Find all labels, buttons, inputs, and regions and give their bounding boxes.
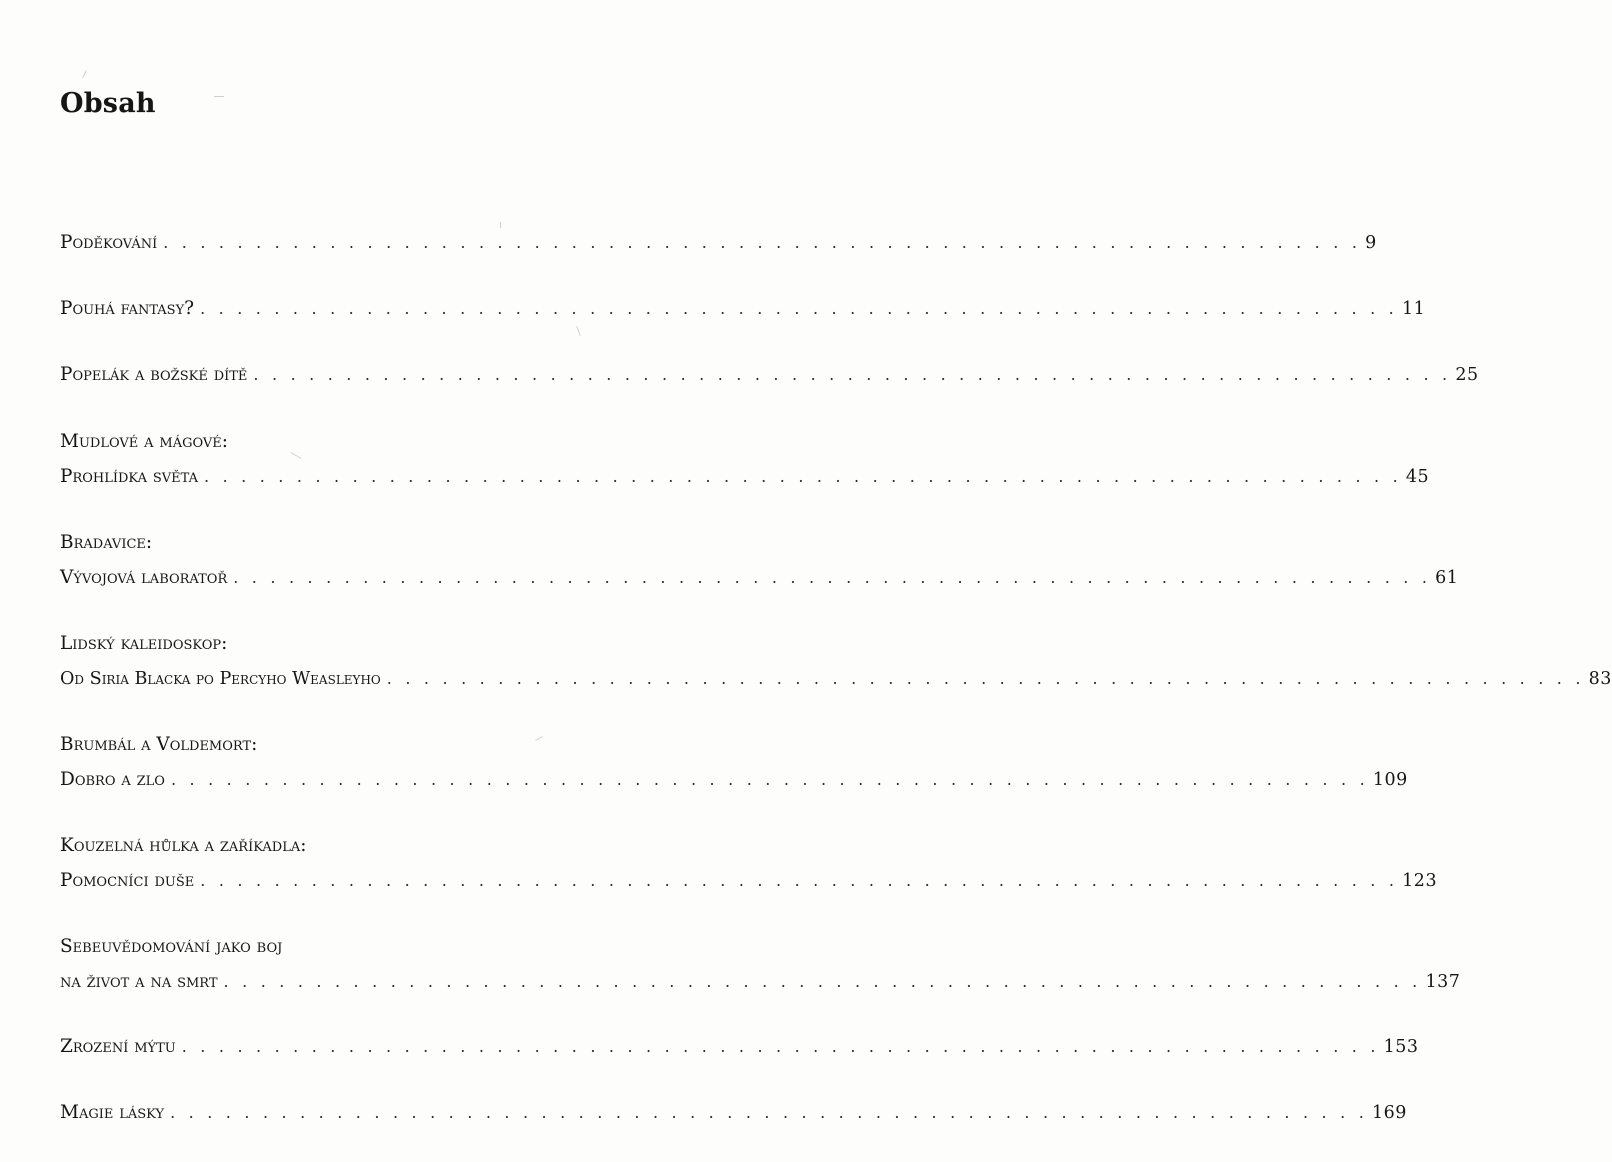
toc-line (60, 1096, 1407, 1130)
scan-speck (576, 326, 580, 336)
dot-leader: . . . . . . . . . . . . . . . . . . . . . . . . . . . . . . . . . . . . . . . . . . . . . . . . . . . . . . . . . . . . . . . . . (223, 972, 1422, 991)
toc-line (60, 561, 1459, 595)
toc-line (60, 460, 1430, 494)
toc-page-number: 83 (1588, 669, 1612, 689)
toc-entry-title-first-line: Kouzelná hůlka a zaříkadla: (60, 835, 307, 856)
toc-line (60, 763, 1408, 797)
toc-page-number: 169 (1371, 1103, 1407, 1123)
toc-line (60, 662, 1612, 696)
scan-speck (500, 222, 501, 228)
table-of-contents (60, 226, 1612, 1162)
toc-page-number: 45 (1405, 467, 1430, 487)
toc-entry-title-first-line: Lidský kaleidoskop: (60, 633, 228, 654)
dot-leader: . . . . . . . . . . . . . . . . . . . . . . . . . . . . . . . . . . . . . . . . . . . . . . . . . . . . . . . . . . . . . . . . . (200, 299, 1398, 318)
dot-leader: . . . . . . . . . . . . . . . . . . . . . . . . . . . . . . . . . . . . . . . . . . . . . . . . . . . . . . . . . . . . . . . . . (200, 871, 1399, 890)
toc-entry-title: Prohlídka světa (60, 466, 199, 487)
dot-leader: . . . . . . . . . . . . . . . . . . . . . . . . . . . . . . . . . . . . . . . . . . . . . . . . . . . . . . . . . . . . . . . . . (204, 467, 1402, 486)
toc-entry (60, 828, 1438, 898)
toc-entry (60, 727, 1408, 797)
toc-entry (60, 1096, 1407, 1130)
dot-leader: . . . . . . . . . . . . . . . . . . . . . . . . . . . . . . . . . . . . . . . . . . . . . . . . . . . . . . . . . . . . . . . . . (170, 770, 1369, 789)
scan-speck (82, 70, 86, 78)
toc-entry-title: Pouhá fantasy? (60, 298, 195, 319)
toc-line (60, 358, 1479, 392)
toc-entry-title-first-line: Bradavice: (60, 532, 153, 553)
toc-entry-title-first-line: Brumbál a Voldemort: (60, 734, 258, 755)
toc-entry-title-first-line: Mudlové a mágové: (60, 431, 229, 452)
toc-entry-title: Magie lásky (60, 1102, 165, 1123)
toc-page-number: 153 (1383, 1037, 1419, 1057)
toc-page-number: 25 (1455, 365, 1479, 385)
toc-page-number: 109 (1372, 770, 1408, 790)
toc-entry-title: Pomocníci duše (60, 870, 195, 891)
toc-entry-title: Zrození mýtu (60, 1036, 176, 1057)
toc-entry-title: na život a na smrt (60, 971, 218, 992)
dot-leader: . . . . . . . . . . . . . . . . . . . . . . . . . . . . . . . . . . . . . . . . . . . . . . . . . . . . . . . . . . . . . . . . . (170, 1103, 1368, 1122)
toc-page-number: 137 (1425, 972, 1461, 992)
toc-entry-title: Popelák a božské dítě (60, 364, 248, 385)
toc-page-number: 123 (1402, 871, 1438, 891)
toc-entry (60, 292, 1426, 326)
toc-entry-title-first-line: Sebeuvědomování jako boj (60, 936, 283, 957)
dot-leader: . . . . . . . . . . . . . . . . . . . . . . . . . . . . . . . . . . . . . . . . . . . . . . . . . . . . . . . . . . . . . . . . . (253, 365, 1452, 384)
toc-page-number: 61 (1435, 568, 1459, 588)
toc-entry-title: Vývojová laboratoř (60, 567, 228, 588)
toc-line (60, 864, 1438, 898)
toc-entry (60, 929, 1461, 999)
toc-line (60, 226, 1377, 260)
dot-leader: . . . . . . . . . . . . . . . . . . . . . . . . . . . . . . . . . . . . . . . . . . . . . . . . . . . . . . . . . . . . . . . . . (233, 568, 1432, 587)
toc-entry (60, 626, 1612, 696)
dot-leader: . . . . . . . . . . . . . . . . . . . . . . . . . . . . . . . . . . . . . . . . . . . . . . . . . . . . . . . . . . . . . . . . . (386, 669, 1585, 688)
toc-entry (60, 358, 1479, 392)
toc-entry-title: Poděkování (60, 232, 158, 253)
toc-entry-title: Dobro a zlo (60, 769, 165, 790)
toc-entry (60, 525, 1459, 595)
toc-entry (60, 226, 1377, 260)
dot-leader: . . . . . . . . . . . . . . . . . . . . . . . . . . . . . . . . . . . . . . . . . . . . . . . . . . . . . . . . . . . . . . . . . (181, 1037, 1380, 1056)
page-title: Obsah (60, 88, 156, 119)
toc-entry-title: Od Siria Blacka po Percyho Weasleyho (60, 669, 381, 689)
toc-page-number: 9 (1365, 233, 1377, 253)
toc-entry (60, 424, 1430, 494)
toc-entry (60, 1030, 1419, 1064)
toc-page-number: 11 (1401, 299, 1426, 319)
toc-line (60, 292, 1426, 326)
toc-line (60, 1030, 1419, 1064)
toc-line (60, 965, 1461, 999)
dot-leader: . . . . . . . . . . . . . . . . . . . . . . . . . . . . . . . . . . . . . . . . . . . . . . . . . . . . . . . . . . . . . . . . . (163, 233, 1362, 252)
scan-speck (214, 96, 224, 97)
